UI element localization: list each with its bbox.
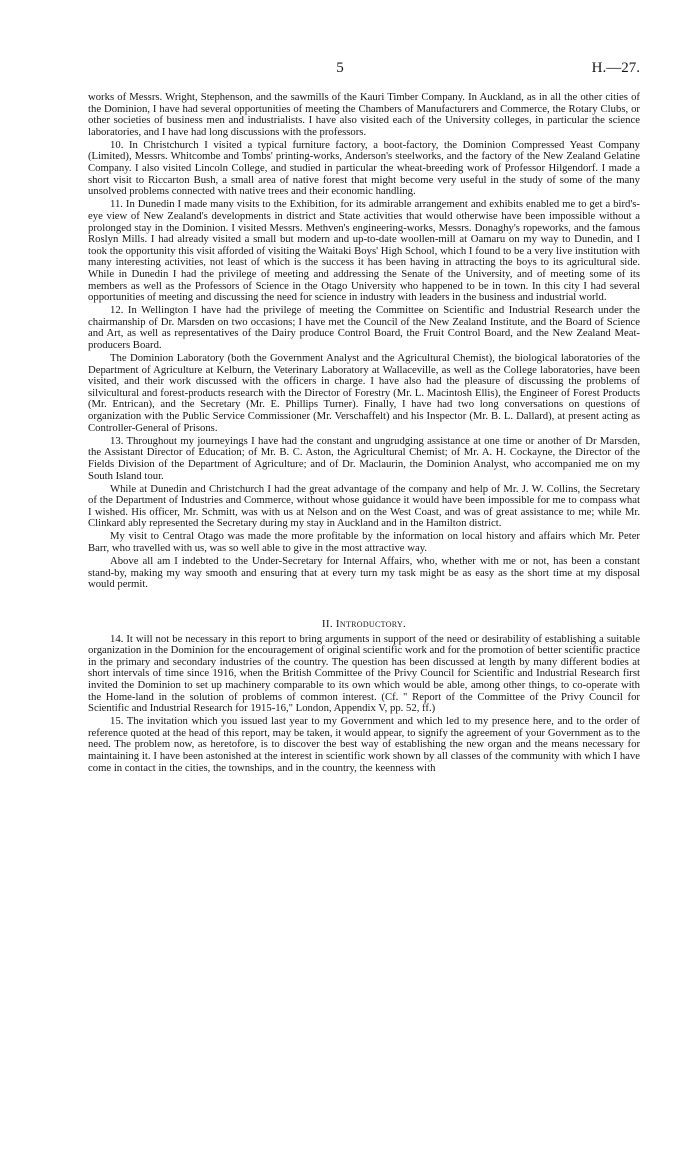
paragraph-10: 10. In Christchurch I visited a typical furniture factory, a boot-factory, the Dominion Compressed Yeast Company (Limited), Messrs. Whitcombe and Tombs' printing-works, Anderson's steelworks, and the factory of the New Zealand Gelatine Company. I also visited Lincoln College, and studied in particular the wheat-breeding work of Professor Hilgendorf. I made a short visit to Riccarton Bush, a small area of native forest that might become very useful in the study of some of the many unsolved problems connected with native trees and their economic handling.	[88, 138, 640, 198]
paragraph-15: 15. The invitation which you issued last year to my Government and which led to my presence here, and to the order of reference quoted at the head of this report, may be taken, it would appear, to signify the agreement of your Government as to the need. The problem now, as heretofore, is to discover the best way of establishing the new organ and the means necessary for maintaining it. I have been astonished at the interest in scientific work shown by all classes of the community with which I have come in contact in the cities, the townships, and in the country, the keenness with	[88, 715, 640, 774]
document-reference: H.—27.	[591, 60, 640, 76]
section-heading: II. Introductory.	[321, 617, 407, 630]
paragraph-11: 11. In Dunedin I made many visits to the Exhibition, for its admirable arrangement and exhibits enabled me to get a bird's-eye view of New Zealand's developments in district and State activities that would otherwise have been impossible without a prolonged stay in the Dominion. I visited Messrs. Methven's engineering-works, Messrs. Donaghy's ropeworks, and the famous Roslyn Mills. I had already visited a small but modern and up-to-date woollen-mill at Oamaru on my way to Dunedin, and I took the opportunity this visit afforded of visiting the Waitaki Boys' High School, which I found to be a very live institution with many interesting activities, not least of which is the success it has been having in attracting the boys to its agricultural side. While in Dunedin I had the privilege of meeting and addressing the Senate of the University, and of meeting some of its members as well as the Professors of Science in the Otago University who happened to be in town. In this city I had several opportunities of meeting and discussing the need for science in industry with leaders in the business and industrial world.	[88, 198, 640, 304]
page-number: 5	[336, 60, 344, 76]
paragraph-dunedin-christchurch: While at Dunedin and Christchurch I had the great advantage of the company and help of Mr. J. W. Collins, the Secretary of the Department of Industries and Commerce, without whose guidance it would have been impossible for me to compass what I wished. His officer, Mr. Schmitt, was with us at Nelson and on the West Coast, and was of great assistance to me; while Mr. Clinkard ably represented the Secretary during my stay in Auckland and in the Hamilton district.	[88, 482, 640, 530]
paragraph-continuation: works of Messrs. Wright, Stephenson, and the sawmills of the Kauri Timber Company. In Auckland, as in all the other cities of the Dominion, I have had several opportunities of meeting the Chambers of Manufacturers and Commerce, the Rotary Clubs, or other societies of business men and industrialists. I have also visited each of the University colleges, in particular the science laboratories, and I have had long discussions with the professors.	[88, 91, 640, 138]
paragraph-acknowledgement: Above all am I indebted to the Under-Secretary for Internal Affairs, who, whether with me or not, has been a constant stand-by, making my way smooth and ensuring that at every turn my task might be as easy as the short time at my disposal would permit.	[88, 555, 640, 591]
paragraph-13: 13. Throughout my journeyings I have had the constant and ungrudging assistance at one time or another of Dr Marsden, the Assistant Director of Education; of Mr. B. C. Aston, the Agricultural Chemist; of Mr. A. H. Cockayne, the Director of the Fields Division of the Department of Agriculture; and of Dr. Maclaurin, the Dominion Analyst, who accompanied me on my South Island tour.	[88, 434, 640, 482]
paragraph-12: 12. In Wellington I have had the privilege of meeting the Committee on Scientific and Industrial Research under the chairmanship of Dr. Marsden on two occasions; I have met the Council of the New Zealand Institute, and the Board of Science and Art, as well as representatives of the Dairy produce Control Board, the Fruit Control Board, and the New Zealand Meat-producers Board.	[88, 304, 640, 351]
body-text	[88, 92, 640, 776]
paragraph-central-otago: My visit to Central Otago was made the more profitable by the information on local history and affairs which Mr. Peter Barr, who travelled with us, was so well able to give in the most attractive way.	[88, 530, 640, 555]
paragraph-14: 14. It will not be necessary in this report to bring arguments in support of the need or desirability of establishing a suitable organization in the Dominion for the encouragement of original scientific work and for the promotion of better scientific practice in the primary and secondary industries of the country. The question has been discussed at length by many different bodies at short intervals of time since 1916, when the British Committee of the Privy Council for Scientific and Industrial Research first invited the Dominion to set up machinery comparable to its own which would be able, among other things, to co-operate with the Home-land in the solution of problems of common interest. (Cf. " Report of the Committee of the Privy Council for Scientific and Industrial Research for 1915-16," London, Appendix V, pp. 52, ff.)	[88, 632, 640, 715]
paragraph-dominion-laboratory: The Dominion Laboratory (both the Government Analyst and the Agricultural Chemist), the biological laboratories of the Department of Agriculture at Kelburn, the Veterinary Laboratory at Wallaceville, as well as the College laboratories, have been visited, and their work discussed with the officers in charge. I have also had the pleasure of discussing the problems of silvicultural and forest-products research with the Director of Forestry (Mr. L. Macintosh Ellis), the Engineer of Forest Products (Mr. Entrican), and the Secretary (Mr. E. Phillips Turner). Finally, I have had two long conversations on questions of organization with the Public Service Commissioner (Mr. Verschaffelt) and his Inspector (Mr. B. L. Dallard), at present acting as Controller-General of Prisons.	[88, 352, 640, 434]
